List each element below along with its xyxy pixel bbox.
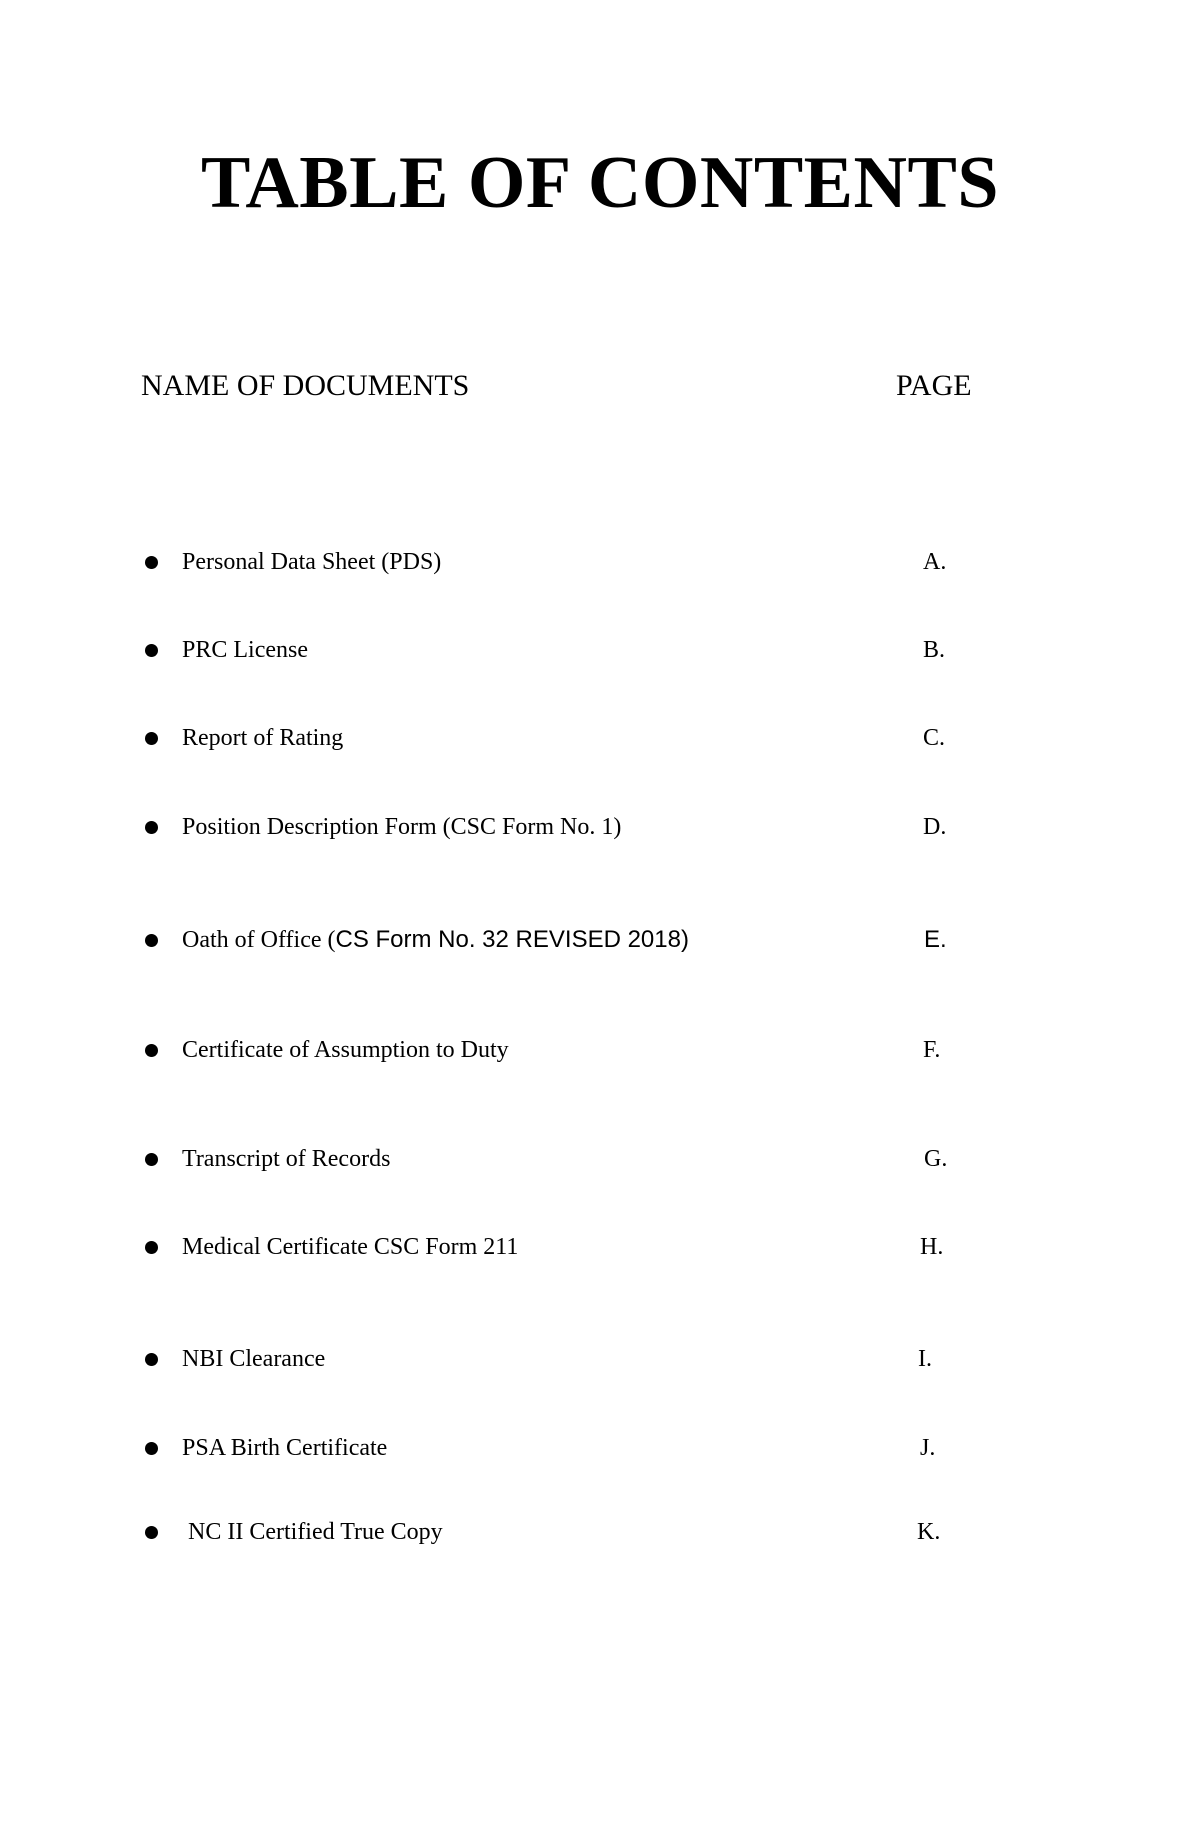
document-name: NC II Certified True Copy (182, 1519, 443, 1545)
page-reference: A. (923, 549, 947, 575)
page-reference: I. (918, 1346, 932, 1372)
document-name-prefix: Oath of Office ( (182, 927, 336, 953)
bullet-icon (145, 1526, 158, 1539)
toc-entry (0, 1139, 1200, 1179)
page-reference: B. (923, 637, 946, 663)
bullet-icon (145, 644, 158, 657)
toc-entry (0, 1227, 1200, 1267)
document-name: Medical Certificate CSC Form 211 (182, 1234, 519, 1260)
toc-entry (0, 1339, 1200, 1379)
document-name: Personal Data Sheet (PDS) (182, 549, 442, 575)
document-name: Certificate of Assumption to Duty (182, 1037, 509, 1063)
column-header-name: NAME OF DOCUMENTS (141, 369, 470, 402)
bullet-icon (145, 1153, 158, 1166)
document-name: Transcript of Records (182, 1146, 391, 1172)
page-title: TABLE OF CONTENTS (200, 142, 999, 224)
toc-entry (0, 807, 1200, 847)
page-reference: J. (920, 1435, 936, 1461)
page-reference: G. (924, 1146, 948, 1172)
bullet-icon (145, 934, 158, 947)
page-reference: C. (923, 725, 946, 751)
bullet-icon (145, 732, 158, 745)
page-reference: F. (923, 1037, 941, 1063)
toc-entry (0, 1512, 1200, 1552)
bullet-icon (145, 1044, 158, 1057)
page-reference: K. (917, 1519, 941, 1545)
bullet-icon (145, 821, 158, 834)
document-name-suffix: CS Form No. 32 REVISED 2018) (335, 926, 689, 953)
bullet-icon (145, 556, 158, 569)
document-name (182, 920, 689, 960)
document-name: NBI Clearance (182, 1346, 326, 1372)
toc-entry (0, 630, 1200, 670)
bullet-icon (145, 1353, 158, 1366)
page-reference: D. (923, 814, 947, 840)
document-name: PRC License (182, 637, 308, 663)
page-reference: H. (920, 1234, 944, 1260)
bullet-icon (145, 1241, 158, 1254)
toc-entry (0, 542, 1200, 582)
toc-entry (0, 1030, 1200, 1070)
toc-entry (0, 920, 1200, 960)
document-name: Report of Rating (182, 725, 344, 751)
toc-entry (0, 718, 1200, 758)
document-name: Position Description Form (CSC Form No. 1) (182, 814, 622, 840)
toc-entry (0, 1428, 1200, 1468)
page-reference: E. (924, 926, 947, 953)
column-header-page: PAGE (896, 369, 972, 402)
document-name: PSA Birth Certificate (182, 1435, 388, 1461)
bullet-icon (145, 1442, 158, 1455)
